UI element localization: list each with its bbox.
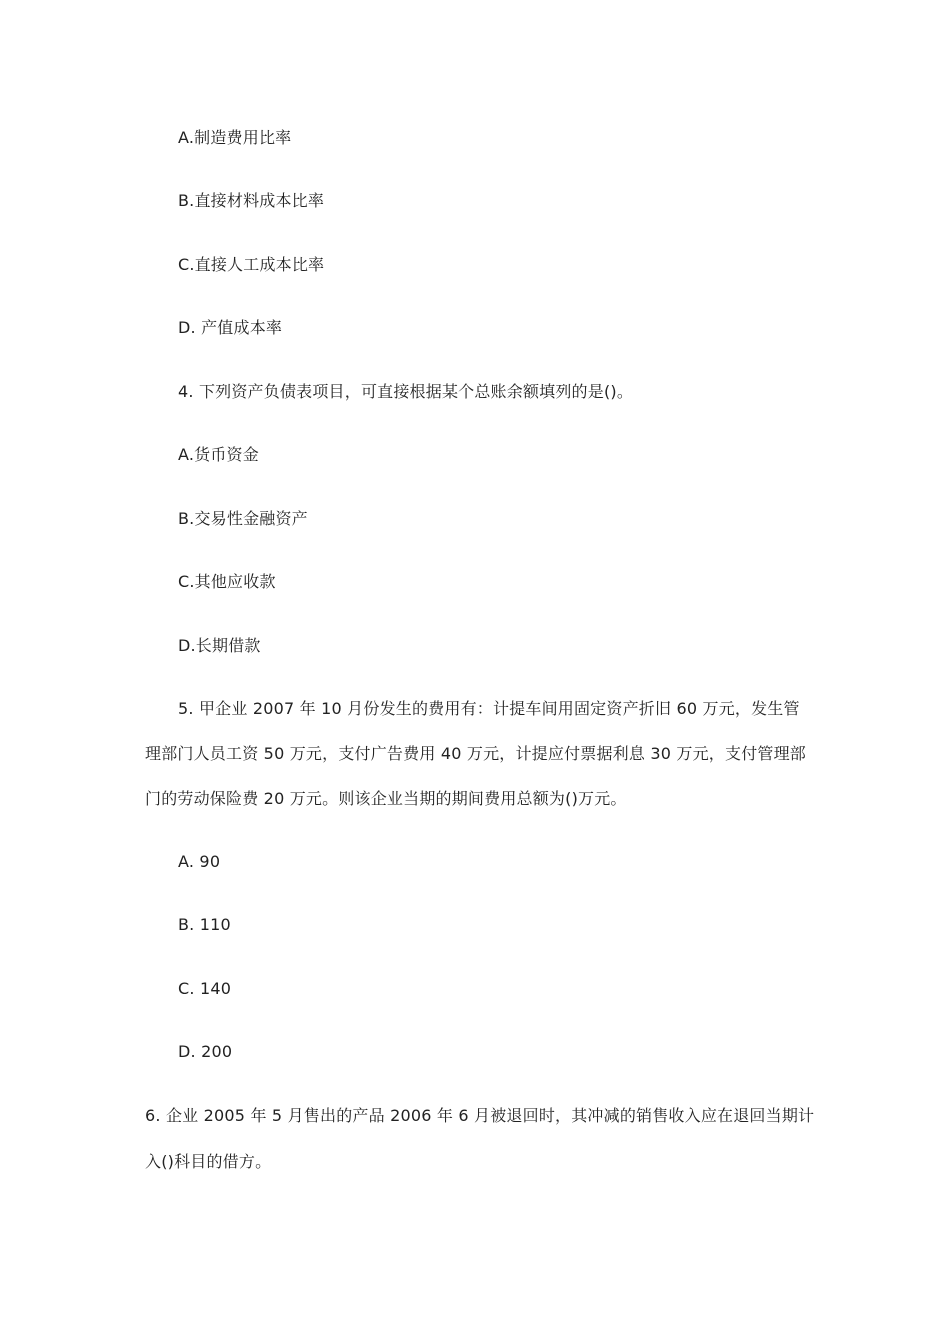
q4-option-d: D.长期借款	[178, 636, 261, 655]
q3-option-b: B.直接材料成本比率	[178, 191, 325, 210]
q3-option-a: A.制造费用比率	[178, 128, 292, 147]
q5-option-d: D. 200	[178, 1042, 233, 1061]
q5-question-line1: 5. 甲企业 2007 年 10 月份发生的费用有：计提车间用固定资产折旧 60 万元，发生管	[178, 699, 800, 718]
q5-question-line3: 门的劳动保险费 20 万元。则该企业当期的期间费用总额为()万元。	[145, 789, 627, 808]
q5-question-line2: 理部门人员工资 50 万元，支付广告费用 40 万元，计提应付票据利息 30 万元，支付管理部	[145, 744, 806, 763]
q3-option-c: C.直接人工成本比率	[178, 255, 325, 274]
q4-option-c: C.其他应收款	[178, 572, 276, 591]
q4-option-a: A.货币资金	[178, 445, 259, 464]
q5-option-c: C. 140	[178, 979, 232, 998]
q6-question-line1: 6. 企业 2005 年 5 月售出的产品 2006 年 6 月被退回时，其冲减的销售收入应在退回当期计	[145, 1106, 815, 1125]
q3-option-d: D. 产值成本率	[178, 318, 283, 337]
q5-option-b: B. 110	[178, 915, 231, 934]
q6-question-line2: 入()科目的借方。	[145, 1152, 272, 1171]
q5-option-a: A. 90	[178, 852, 221, 871]
q4-question: 4. 下列资产负债表项目，可直接根据某个总账余额填列的是()。	[178, 382, 634, 401]
q4-option-b: B.交易性金融资产	[178, 509, 308, 528]
